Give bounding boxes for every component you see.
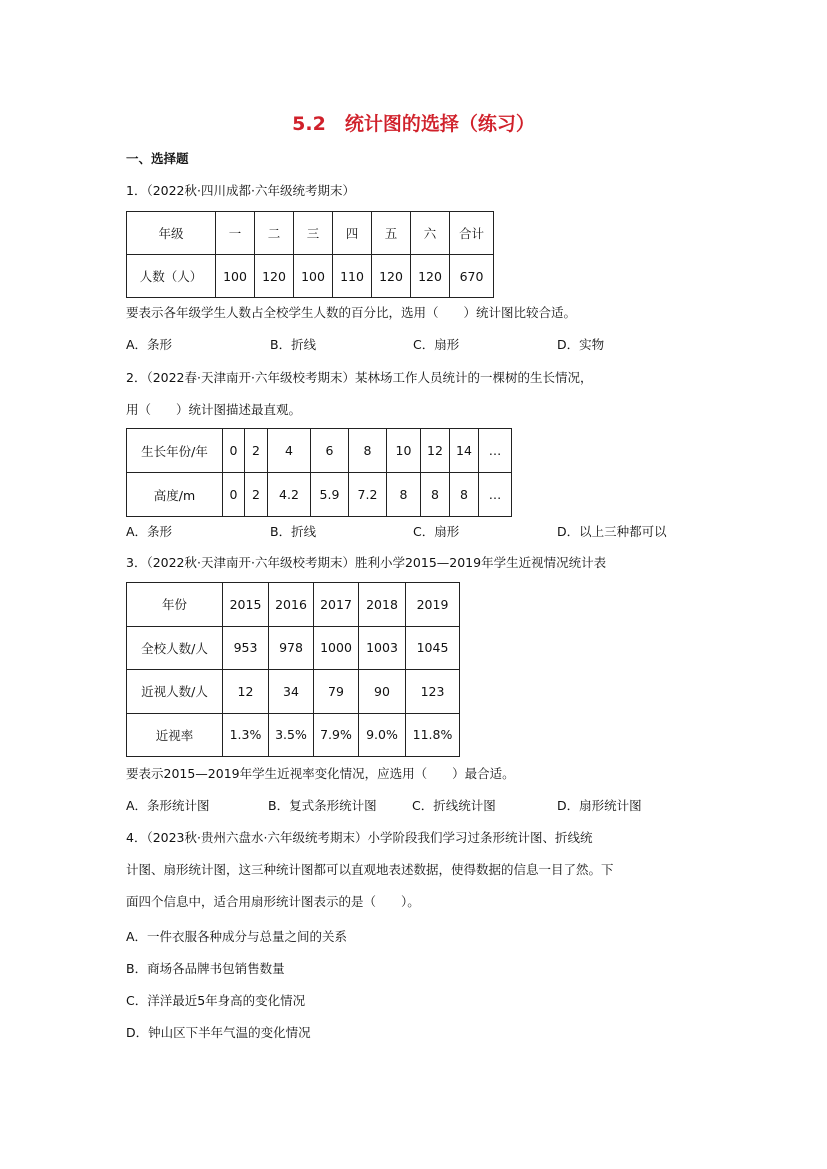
q2-option-c[interactable]: C．扇形 (413, 524, 460, 539)
q3-question: 要表示2015—2019年学生近视率变化情况，应选用（ ）最合适。 (126, 766, 515, 781)
q3-option-d[interactable]: D．扇形统计图 (557, 798, 642, 813)
table-cell: 2017 (314, 583, 359, 627)
q4-option-b[interactable]: B．商场各品牌书包销售数量 (126, 961, 285, 976)
table-row (127, 255, 494, 298)
table-cell: 一 (216, 212, 255, 255)
table-cell: 953 (223, 626, 269, 670)
table-cell: 978 (269, 626, 314, 670)
table-cell: 1000 (314, 626, 359, 670)
table-cell: 10 (387, 429, 421, 473)
q4-stem-line-2: 计图、扇形统计图，这三种统计图都可以直观地表述数据，使得数据的信息一目了然。下 (126, 862, 614, 877)
table-cell: 7.2 (349, 473, 387, 517)
row-header-cell: 年份 (127, 583, 223, 627)
q2-option-a[interactable]: A．条形 (126, 524, 173, 539)
table-cell: 100 (294, 255, 333, 298)
row-header-cell: 全校人数/人 (127, 626, 223, 670)
q2-option-d[interactable]: D．以上三种都可以 (557, 524, 667, 539)
table-cell: … (479, 429, 512, 473)
row-header-cell: 生长年份/年 (127, 429, 223, 473)
row-header-cell: 近视率 (127, 713, 223, 757)
table-cell: 0 (223, 429, 245, 473)
table-cell: 三 (294, 212, 333, 255)
table-cell: 四 (333, 212, 372, 255)
table-cell: 2016 (269, 583, 314, 627)
q3-option-a[interactable]: A．条形统计图 (126, 798, 210, 813)
table-row (127, 429, 512, 473)
table-cell: 9.0% (359, 713, 406, 757)
table-cell: 1003 (359, 626, 406, 670)
table-cell: 12 (421, 429, 450, 473)
table-cell: 0 (223, 473, 245, 517)
table-cell: 8 (450, 473, 479, 517)
row-header-cell: 年级 (127, 212, 216, 255)
q2-stem-2: 用（ ）统计图描述最直观。 (126, 402, 302, 417)
table-cell: 1045 (406, 626, 460, 670)
q4-stem-line-1: 4．（2023秋·贵州六盘水·六年级统考期末）小学阶段我们学习过条形统计图、折线统 (126, 830, 593, 845)
q2-stem: 2．（2022春·天津南开·六年级校考期末）某林场工作人员统计的一棵树的生长情况， (126, 370, 593, 385)
q1-table (126, 211, 494, 298)
table-cell: 123 (406, 670, 460, 714)
table-row (127, 626, 460, 670)
table-row (127, 670, 460, 714)
table-row (127, 713, 460, 757)
table-cell: 六 (411, 212, 450, 255)
table-cell: 7.9% (314, 713, 359, 757)
q4-option-c[interactable]: C．洋洋最近5年身高的变化情况 (126, 993, 306, 1008)
row-header-cell: 近视人数/人 (127, 670, 223, 714)
table-cell: 6 (311, 429, 349, 473)
q3-option-b[interactable]: B．复式条形统计图 (268, 798, 377, 813)
table-row (127, 212, 494, 255)
table-cell: 4.2 (268, 473, 311, 517)
q3-table (126, 582, 460, 757)
q1-option-a[interactable]: A．条形 (126, 337, 173, 352)
table-cell: 4 (268, 429, 311, 473)
table-cell: 五 (372, 212, 411, 255)
q1-stem: 1．（2022秋·四川成都·六年级统考期末） (126, 183, 355, 198)
table-cell: 14 (450, 429, 479, 473)
table-cell: 110 (333, 255, 372, 298)
page-title: 5.2 统计图的选择（练习） (292, 113, 535, 135)
table-cell: 2 (245, 429, 268, 473)
q1-option-c[interactable]: C．扇形 (413, 337, 460, 352)
section-heading: 一、选择题 (126, 151, 189, 166)
q4-option-d[interactable]: D．钟山区下半年气温的变化情况 (126, 1025, 311, 1040)
table-cell: 670 (450, 255, 494, 298)
q4-option-a[interactable]: A．一件衣服各种成分与总量之间的关系 (126, 929, 348, 944)
table-cell: 2018 (359, 583, 406, 627)
table-row (127, 583, 460, 627)
q2-table (126, 428, 512, 517)
table-cell: 1.3% (223, 713, 269, 757)
table-cell: … (479, 473, 512, 517)
q1-question: 要表示各年级学生人数占全校学生人数的百分比，选用（ ）统计图比较合适。 (126, 305, 577, 320)
q4-stem-line-3: 面四个信息中，适合用扇形统计图表示的是（ ）。 (126, 894, 420, 909)
table-cell: 120 (255, 255, 294, 298)
table-cell: 二 (255, 212, 294, 255)
table-cell: 8 (421, 473, 450, 517)
q1-option-b[interactable]: B．折线 (270, 337, 317, 352)
table-cell: 90 (359, 670, 406, 714)
table-cell: 5.9 (311, 473, 349, 517)
table-cell: 79 (314, 670, 359, 714)
q2-option-b[interactable]: B．折线 (270, 524, 317, 539)
row-header-cell: 人数（人） (127, 255, 216, 298)
table-cell: 2015 (223, 583, 269, 627)
q3-option-c[interactable]: C．折线统计图 (412, 798, 496, 813)
table-cell: 120 (411, 255, 450, 298)
table-cell: 11.8% (406, 713, 460, 757)
table-cell: 12 (223, 670, 269, 714)
table-cell: 8 (387, 473, 421, 517)
table-cell: 合计 (450, 212, 494, 255)
table-cell: 120 (372, 255, 411, 298)
table-cell: 34 (269, 670, 314, 714)
table-cell: 2 (245, 473, 268, 517)
q1-option-d[interactable]: D．实物 (557, 337, 605, 352)
table-cell: 8 (349, 429, 387, 473)
table-row (127, 473, 512, 517)
table-cell: 100 (216, 255, 255, 298)
table-cell: 2019 (406, 583, 460, 627)
row-header-cell: 高度/m (127, 473, 223, 517)
q3-stem: 3．（2022秋·天津南开·六年级校考期末）胜利小学2015—2019年学生近视情况统计表 (126, 555, 607, 570)
table-cell: 3.5% (269, 713, 314, 757)
